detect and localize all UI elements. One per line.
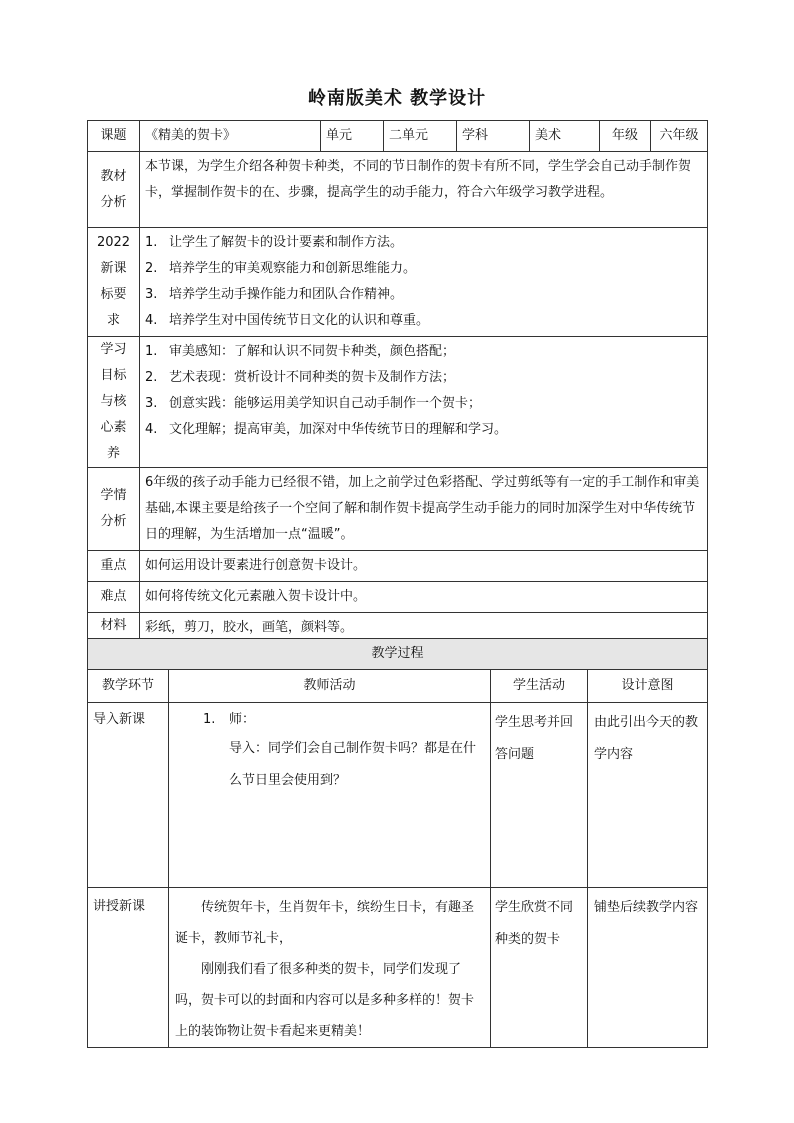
difficulty-label: 难点 [88, 582, 140, 613]
subject-value: 美术 [530, 121, 600, 152]
grade-label: 年级 [600, 121, 651, 152]
col-teacher: 教师活动 [169, 670, 491, 703]
analysis-text: 本节课，为学生介绍各种贺卡种类，不同的节日制作的贺卡有所不同，学生学会自己动手制作贺卡，掌握制作贺卡的在、步骤，提高学生的动手能力，符合六年级学习教学进程。 [140, 152, 708, 228]
intro-role: 师： [229, 712, 256, 727]
intro-student: 学生思考并回答问题 [491, 703, 588, 888]
lecture-student: 学生欣赏不同种类的贺卡 [491, 888, 588, 1048]
intro-intent: 由此引出今天的教学内容 [588, 703, 708, 888]
goals-label: 学习 目标 与核 心素 养 [88, 337, 140, 468]
intro-stage: 导入新课 [88, 703, 169, 888]
list-item: 1. 审美感知：了解和认识不同贺卡种类，颜色搭配； [145, 344, 456, 359]
process-table [87, 638, 708, 1048]
col-student: 学生活动 [491, 670, 588, 703]
list-item: 2. 培养学生的审美观察能力和创新思维能力。 [145, 261, 417, 276]
process-heading: 教学过程 [88, 639, 708, 670]
list-item: 3. 培养学生动手操作能力和团队合作精神。 [145, 287, 404, 302]
list-item: 2. 艺术表现：赏析设计不同种类的贺卡及制作方法； [145, 370, 456, 385]
analysis-label: 教材 分析 [88, 152, 140, 228]
learners-label: 学情 分析 [88, 468, 140, 551]
lecture-p2: 刚刚我们看了很多种类的贺卡，同学们发现了吗，贺卡可以的封面和内容可以是多种多样的！贺卡上的装饰物让贺卡看起来更精美！ [175, 962, 475, 1039]
list-item: 1. 让学生了解贺卡的设计要素和制作方法。 [145, 235, 404, 250]
standard-label: 2022 新课 标要 求 [88, 228, 140, 337]
page-title: 岭南版美术 教学设计 [307, 88, 487, 109]
standard-list [140, 228, 708, 337]
materials-label: 材料 [88, 613, 140, 666]
intro-num: 1. [203, 712, 216, 727]
intro-text: 导入：同学们会自己制作贺卡吗？都是在什么节日里会使用到？ [229, 741, 477, 788]
col-intent: 设计意图 [588, 670, 708, 703]
difficulty-text: 如何将传统文化元素融入贺卡设计中。 [140, 582, 708, 613]
subject-label: 学科 [457, 121, 530, 152]
list-item: 4. 文化理解；提高审美，加深对中华传统节日的理解和学习。 [145, 422, 508, 437]
lecture-stage: 讲授新课 [88, 888, 169, 1048]
col-stage: 教学环节 [88, 670, 169, 703]
goals-list [140, 337, 708, 468]
key-label: 重点 [88, 551, 140, 582]
topic-value: 《精美的贺卡》 [140, 121, 321, 152]
intro-teacher [169, 703, 491, 888]
lecture-intent: 铺垫后续教学内容 [588, 888, 708, 1048]
lecture-p1: 传统贺年卡，生肖贺年卡，缤纷生日卡，有趣圣诞卡，教师节礼卡， [175, 900, 475, 946]
lecture-teacher [169, 888, 491, 1048]
info-table [87, 120, 708, 666]
key-text: 如何运用设计要素进行创意贺卡设计。 [140, 551, 708, 582]
topic-label: 课题 [88, 121, 140, 152]
unit-label: 单元 [321, 121, 384, 152]
list-item: 4. 培养学生对中国传统节日文化的认识和尊重。 [145, 313, 430, 328]
unit-value: 二单元 [384, 121, 457, 152]
list-item: 3. 创意实践：能够运用美学知识自己动手制作一个贺卡； [145, 396, 482, 411]
learners-text: 6年级的孩子动手能力已经很不错，加上之前学过色彩搭配、学过剪纸等有一定的手工制作和审美基础,本课主要是给孩子一个空间了解和制作贺卡提高学生动手能力的同时加深学生对中华传统节日的理解，为生活增加一点“温暖”。 [140, 468, 708, 551]
materials-text: 彩纸，剪刀，胶水，画笔，颜料等。 [140, 613, 708, 666]
grade-value: 六年级 [651, 121, 708, 152]
